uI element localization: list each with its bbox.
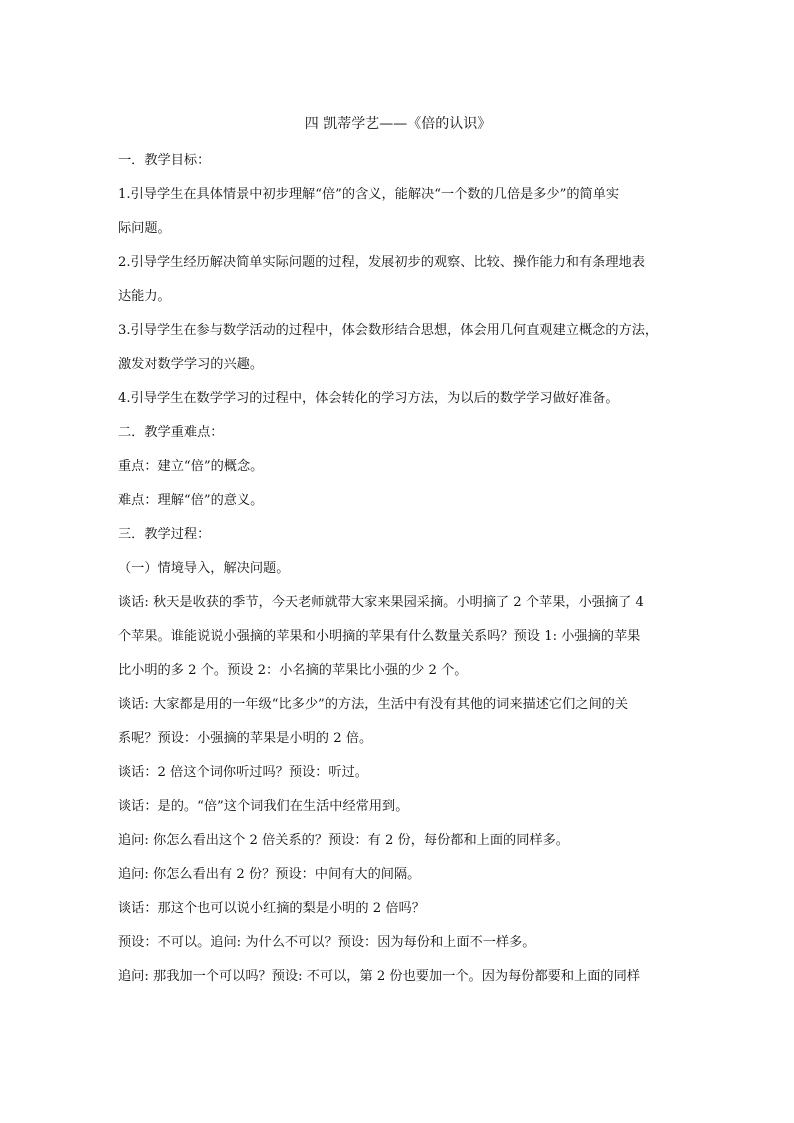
text-line: 系呢？预设：小强摘的苹果是小明的 2 倍。 xyxy=(118,731,373,746)
text-line: 谈话: 大家都是用的一年级“比多少”的方法，生活中有没有其他的词来描述它们之间的关 xyxy=(118,697,629,712)
text-line: 三．教学过程： xyxy=(118,527,211,542)
text-line: 个苹果。谁能说说小强摘的苹果和小明摘的苹果有什么数量关系吗？预设 1: 小强摘的苹果 xyxy=(118,629,641,644)
text-line: 谈话：那这个也可以说小红摘的梨是小明的 2 倍吗？ xyxy=(118,901,425,916)
text-line: 达能力。 xyxy=(118,289,171,304)
text-line: 难点：理解“倍”的意义。 xyxy=(118,493,264,508)
text-line: 激发对数学学习的兴趣。 xyxy=(118,357,264,372)
text-line: 谈话: 秋天是收获的季节，今天老师就带大家来果园采摘。小明摘了 2 个苹果，小强摘了 4 xyxy=(118,595,644,610)
text-line: （一）情境导入，解决问题。 xyxy=(118,561,290,576)
text-line: 一．教学目标： xyxy=(118,153,211,168)
text-line: 3.引导学生在参与数学活动的过程中，体会数形结合思想，体会用几何直观建立概念的方法， xyxy=(118,323,659,338)
document-body xyxy=(118,112,678,994)
text-line: 谈话：2 倍这个词你听过吗？预设：听过。 xyxy=(118,765,368,780)
text-line: 重点：建立“倍”的概念。 xyxy=(118,459,264,474)
text-line: 谈话：是的。“倍”这个词我们在生活中经常用到。 xyxy=(118,799,409,814)
text-line: 追问: 那我加一个可以吗？预设: 不可以，第 2 份也要加一个。因为每份都要和上面的同样 xyxy=(118,969,640,984)
text-line: 比小明的多 2 个。预设 2：小名摘的苹果比小强的少 2 个。 xyxy=(118,663,468,678)
text-line: 1.引导学生在具体情景中初步理解“倍”的含义，能解决“一个数的几倍是多少”的简单实 xyxy=(118,187,620,202)
text-line: 追问: 你怎么看出有 2 份？预设：中间有大的间隔。 xyxy=(118,867,421,882)
text-line: 追问: 你怎么看出这个 2 倍关系的？预设：有 2 份，每份都和上面的同样多。 xyxy=(118,833,569,848)
text-line: 4.引导学生在数学学习的过程中，体会转化的学习方法，为以后的数学学习做好准备。 xyxy=(118,391,619,406)
text-line: 际问题。 xyxy=(118,221,171,236)
document-title: 四 凯蒂学艺——《倍的认识》 xyxy=(304,116,492,132)
text-line: 2.引导学生经历解决简单实际问题的过程，发展初步的观察、比较、操作能力和有条理地表 xyxy=(118,255,645,270)
text-line: 预设：不可以。追问: 为什么不可以？预设：因为每份和上面不一样多。 xyxy=(118,935,536,950)
text-line: 二．教学重难点： xyxy=(118,425,224,440)
